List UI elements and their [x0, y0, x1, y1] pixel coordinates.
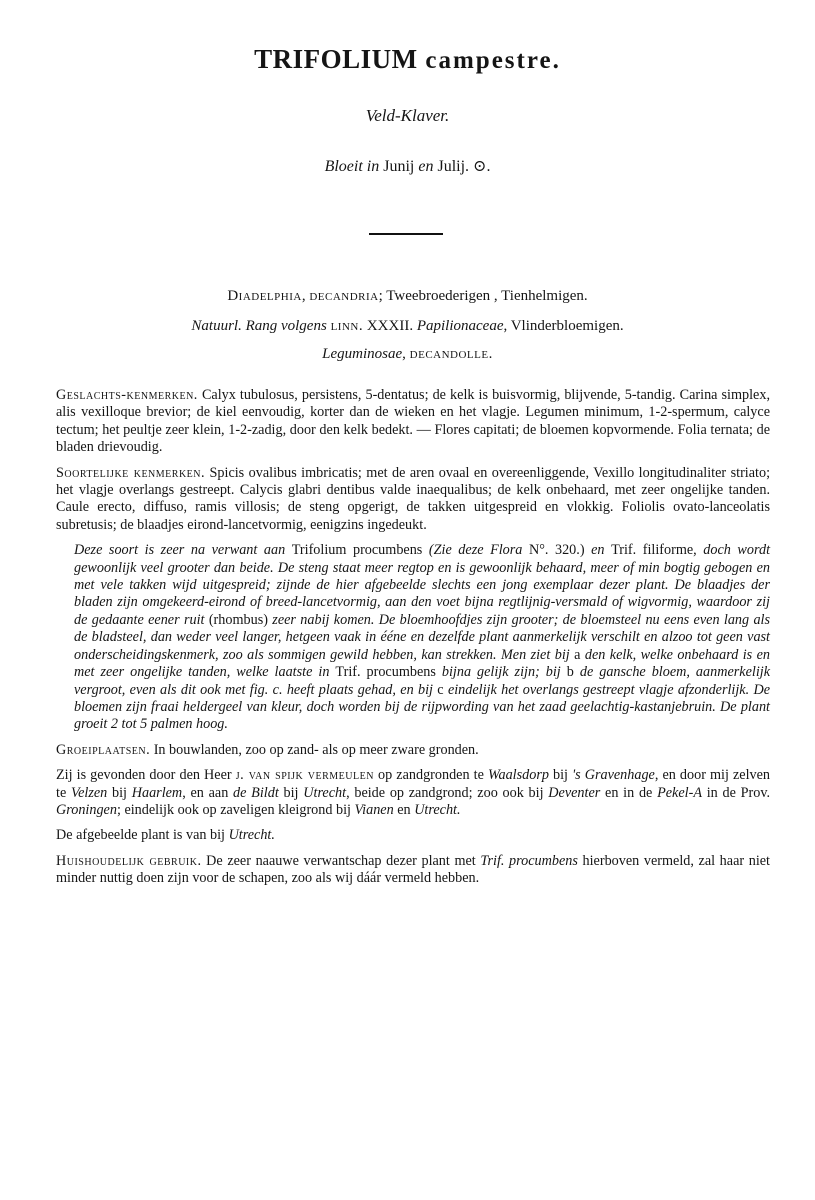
place-name: Vianen [354, 801, 394, 818]
remark-text: den kelk, welke onbehaard is en met zeer ongelijke tanden, welke laatste in [74, 646, 771, 681]
remark-text: zeer nabij komen. De bloemhoofdjes zijn grooter; de bloemsteel nu eens even lang als de bladsteel, dan weder veel langer, hetgeen vaak in ééne en dezelfde plant aanmerkelijk verschilt en alzoo tot geen vast onderscheidingskenmerk, zoo als sommigen gewild hebben, kan strekken. Men ziet bij [74, 611, 771, 663]
class-dutch: Tweebroederigen , Tienhelmigen. [386, 288, 588, 304]
place-name: Utrecht. [228, 827, 275, 844]
place-name: Deventer [548, 784, 601, 801]
place-name: Utrecht [303, 784, 347, 801]
depicted-plant-paragraph [56, 827, 770, 844]
habitat-text: In bouwlanden, zoo op zand- als op meer zware gronden. [153, 741, 479, 758]
remark-ref: (Zie deze Flora [428, 542, 523, 559]
remark-text: bijna gelijk zijn; bij [441, 664, 561, 681]
genus-characters [56, 387, 770, 457]
natural-rank-line [0, 318, 815, 335]
annual-symbol: ⊙. [473, 158, 491, 175]
locality-text: bij [112, 784, 127, 801]
habitat-heading: Groeiplaatsen. [56, 741, 151, 758]
habitat-paragraph [56, 742, 770, 759]
bloom-month-2: Julij. [437, 158, 470, 175]
figure-letter: a [574, 646, 581, 663]
class-name: Diadelphia [227, 288, 302, 304]
locality-text: en in de [605, 784, 653, 801]
locality-text: ; eindelijk ook op zaveligen kleigrond bij [116, 801, 351, 818]
genus-characters-text: Calyx tubulosus, persistens, 5-dentatus; de kelk is buisvormig, blijvende, 5-tandig. Carina simplex, alis vexilloque brevior; de kiel eenvoudig, korter dan de wieken en het vlagje. Legumen minimum, 1-2-spermum, calyce tectum; het peultje zeer klein, 1-2-zadig, door den kelk bedekt. — Flores capitati; de bloemen kopvormende. Folia ternata; de bladen drievoudig. [56, 387, 770, 456]
title-species: campestre. [425, 47, 561, 74]
usage-species: Trif. procumbens [480, 852, 578, 869]
place-name: de Bildt [233, 784, 279, 801]
body-text [56, 387, 770, 896]
bloom-prefix: Bloeit [324, 158, 363, 175]
decandolle: decandolle. [409, 346, 493, 362]
remark-rhombus: (rhombus) [208, 611, 268, 628]
locality-text: , en aan [182, 784, 229, 801]
locality-text: en [397, 801, 411, 818]
papilionaceae: Papilionaceae [416, 318, 504, 334]
depicted-text: De afgebeelde plant is van bij [56, 827, 226, 844]
figure-letter: b [566, 664, 574, 681]
bloom-line [0, 156, 815, 176]
place-name: Groningen [56, 801, 117, 818]
localities-paragraph [56, 767, 770, 819]
classification-line: Diadelphia, decandria; Tweebroederigen , Tienhelmigen. [227, 288, 588, 304]
bloom-en: en [418, 158, 434, 175]
leguminosae: Leguminosae [322, 346, 403, 362]
remark-text: eindelijk het overlangs gestreept vlagje afzonderlijk. De bloemen zijn fraai heldergeel van kleur, doch worden bij de rijpwording van het zaad geelachtig-kastanjebruin. De plant groeit 2 tot 5 palmen hoog. [74, 681, 771, 733]
linn-label: linn. [330, 318, 364, 334]
collector-name: j. van spijk vermeulen [235, 767, 374, 784]
usage-heading: Huishoudelijk gebruik. [56, 852, 202, 869]
place-name: Haarlem [131, 784, 183, 801]
remark-species: Trif. procumbens [335, 664, 436, 681]
usage-text: De zeer naauwe verwantschap dezer plant met [206, 852, 476, 869]
page-title [0, 44, 815, 75]
remark-text: en [591, 542, 605, 559]
place-name: Velzen [71, 784, 108, 801]
locality-text: , beide op zandgrond; zoo ook bij [346, 784, 544, 801]
place-name: Pekel-A [657, 784, 702, 801]
species-characters [56, 465, 770, 535]
remark-text: heeft plaats gehad, en bij [286, 681, 433, 698]
locality-text: Zij is gevonden door den Heer [56, 767, 232, 784]
locality-text: , en door mij zelven te [56, 767, 771, 801]
order-name: decandria [309, 288, 379, 304]
place-name: Waalsdorp [487, 767, 549, 784]
remark-text: de gansche bloem, aanmerkelijk vergroot, even als dit ook met [74, 664, 770, 698]
species-characters-heading: Soortelijke kenmerken. [56, 464, 206, 481]
remarks-paragraph [74, 542, 770, 733]
natuurl-label: Natuurl. Rang volgens [191, 318, 327, 334]
usage-text: hierboven vermeld, zal haar niet minder nuttig doen zijn voor de schapen, zoo als wij dáár vermeld hebben. [56, 852, 770, 887]
locality-text: bij [553, 767, 568, 784]
page-subtitle: Veld-Klaver. [365, 106, 450, 125]
figure-ref: fig. c. [249, 681, 283, 698]
bloom-in: in [366, 158, 380, 175]
place-name: Utrecht. [414, 801, 461, 818]
species-characters-text: Spicis ovalibus imbricatis; met de aren ovaal en overeenliggende, Vexillo longitudinaliter striato; het vlagje overlangs gestreept. Calycis glabri dentibus valde inaequalibus; de kelk onbehaard, met zeer ongelijke tanden. Caule erecto, diffuso, ramis villosis; de steng opgerigt, de takken uitgespreid en vlokkig. Foliolis ovato-lanceolatis subretusis; de blaadjes eirond-lancetvormig, eenigzins ingedeukt. [56, 464, 771, 533]
rank-number: XXXII. [366, 318, 414, 334]
figure-letter: c [437, 681, 444, 698]
vlinder-label: , Vlinderbloemigen. [503, 318, 624, 334]
title-genus: TRIFOLIUM [254, 44, 418, 74]
locality-text: in de Prov. [706, 784, 771, 801]
remark-species: Trif. filiforme, [611, 542, 697, 559]
remark-text: Deze soort is zeer na verwant aan [74, 542, 286, 559]
bloom-month-1: Junij [383, 158, 415, 175]
divider-rule [369, 233, 443, 235]
genus-characters-heading: Geslachts-kenmerken. [56, 387, 198, 403]
remark-text: doch wordt gewoonlijk veel grooter dan beide. De steng staat meer regtop en is gewoonlijk behaard, meer of min bogtig gebogen en met vele takken wijd uitgespreid; zijnde de hier afgebeelde slechts een jong exemplaar dezer plant. De blaadjes der bladen zijn omgekeerd-eirond of breed-lancetvormig, aan den voet bijna regtlijnig-versmald of wigvormig, waardoor zij de gedaante eener ruit [74, 542, 771, 628]
place-name: 's Gravenhage [572, 767, 655, 784]
locality-text: op zandgronden te [378, 767, 484, 784]
family-line: Leguminosae, decandolle. [322, 346, 493, 362]
locality-text: bij [283, 784, 299, 801]
remark-number: N°. 320.) [528, 542, 585, 559]
usage-paragraph [56, 853, 770, 888]
remark-species: Trifolium procumbens [291, 542, 423, 559]
